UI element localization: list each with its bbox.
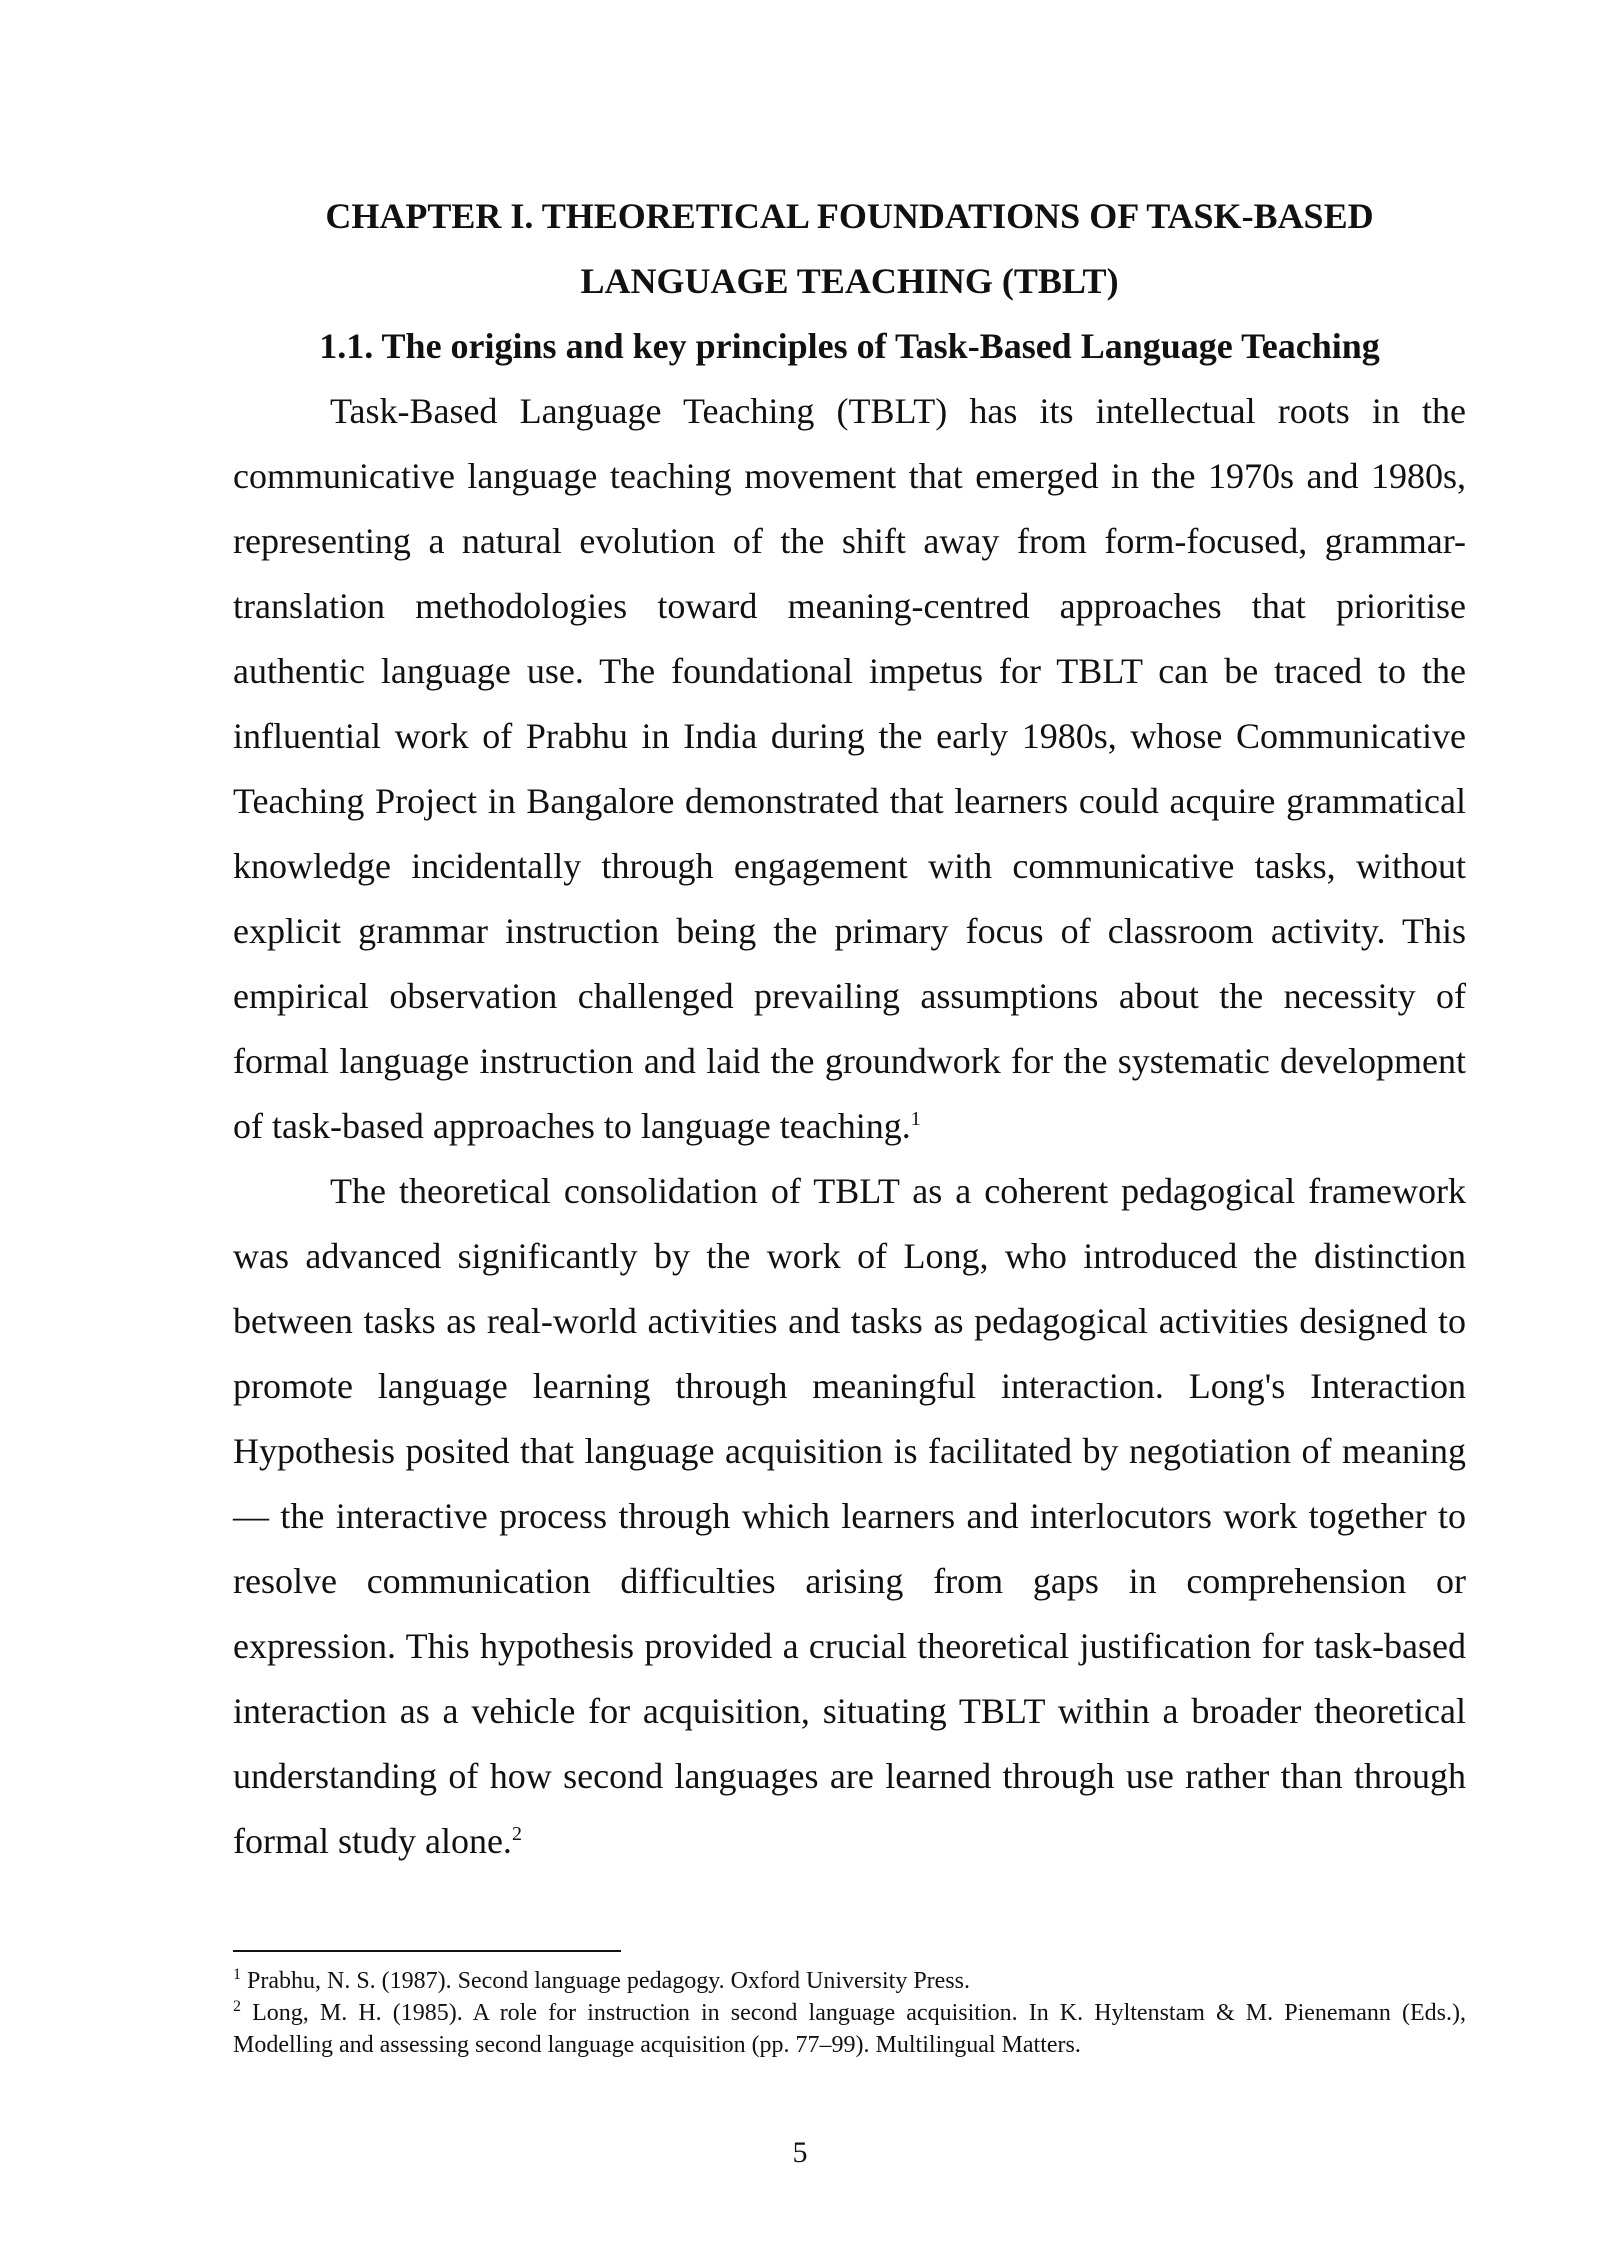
footnote-number: 2 bbox=[233, 1998, 241, 2015]
footnote-separator bbox=[233, 1950, 621, 1952]
body-paragraph bbox=[233, 379, 1466, 1159]
chapter-title-line-2: LANGUAGE TEACHING (TBLT) bbox=[580, 261, 1119, 301]
chapter-title-line-1: CHAPTER I. THEORETICAL FOUNDATIONS OF TASK-BASED bbox=[325, 196, 1374, 236]
footnote-text: Long, M. H. (1985). A role for instruction in second language acquisition. In K. Hyltenstam & M. Pienemann (Eds.), Modelling and assessing second language acquisition (pp. 77–99). Multilingual Matters. bbox=[233, 2000, 1466, 2058]
chapter-title bbox=[233, 184, 1466, 314]
footnote-reference[interactable]: 1 bbox=[910, 1108, 921, 1130]
footnote-number: 1 bbox=[233, 1966, 241, 1983]
body-paragraph bbox=[233, 1159, 1466, 1874]
footnote-text: Prabhu, N. S. (1987). Second language pedagogy. Oxford University Press. bbox=[241, 1968, 970, 1994]
footnote bbox=[233, 1997, 1466, 2061]
page-number: 5 bbox=[792, 2136, 808, 2169]
paragraph-text: Task-Based Language Teaching (TBLT) has its intellectual roots in the communicative language teaching movement that emerged in the 1970s and 1980s, representing a natural evolution of the shift away from form-focused, grammar-translation methodologies toward meaning-centred approaches that prioritise authentic language use. The foundational impetus for TBLT can be traced to the influential work of Prabhu in India during the early 1980s, whose Communicative Teaching Project in Bangalore demonstrated that learners could acquire grammatical knowledge incidentally through engagement with communicative tasks, without explicit grammar instruction being the primary focus of classroom activity. This empirical observation challenged prevailing assumptions about the necessity of formal language instruction and laid the groundwork for the systematic development of task-based approaches to language teaching. bbox=[233, 391, 1466, 1146]
body-text bbox=[233, 379, 1466, 1874]
section-title: 1.1. The origins and key principles of Task-Based Language Teaching bbox=[319, 326, 1380, 366]
footnote-reference[interactable]: 2 bbox=[511, 1823, 522, 1845]
paragraph-text: The theoretical consolidation of TBLT as a coherent pedagogical framework was advanced significantly by the work of Long, who introduced the distinction between tasks as real-world activities and tasks as pedagogical activities designed to promote language learning through meaningful interaction. Long's Interaction Hypothesis posited that language acquisition is facilitated by negotiation of meaning — the interactive process through which learners and interlocutors work together to resolve communication difficulties arising from gaps in comprehension or expression. This hypothesis provided a crucial theoretical justification for task-based interaction as a vehicle for acquisition, situating TBLT within a broader theoretical understanding of how second languages are learned through use rather than through formal study alone. bbox=[233, 1171, 1466, 1861]
footnote bbox=[233, 1965, 1466, 1997]
footnotes bbox=[233, 1965, 1466, 2061]
